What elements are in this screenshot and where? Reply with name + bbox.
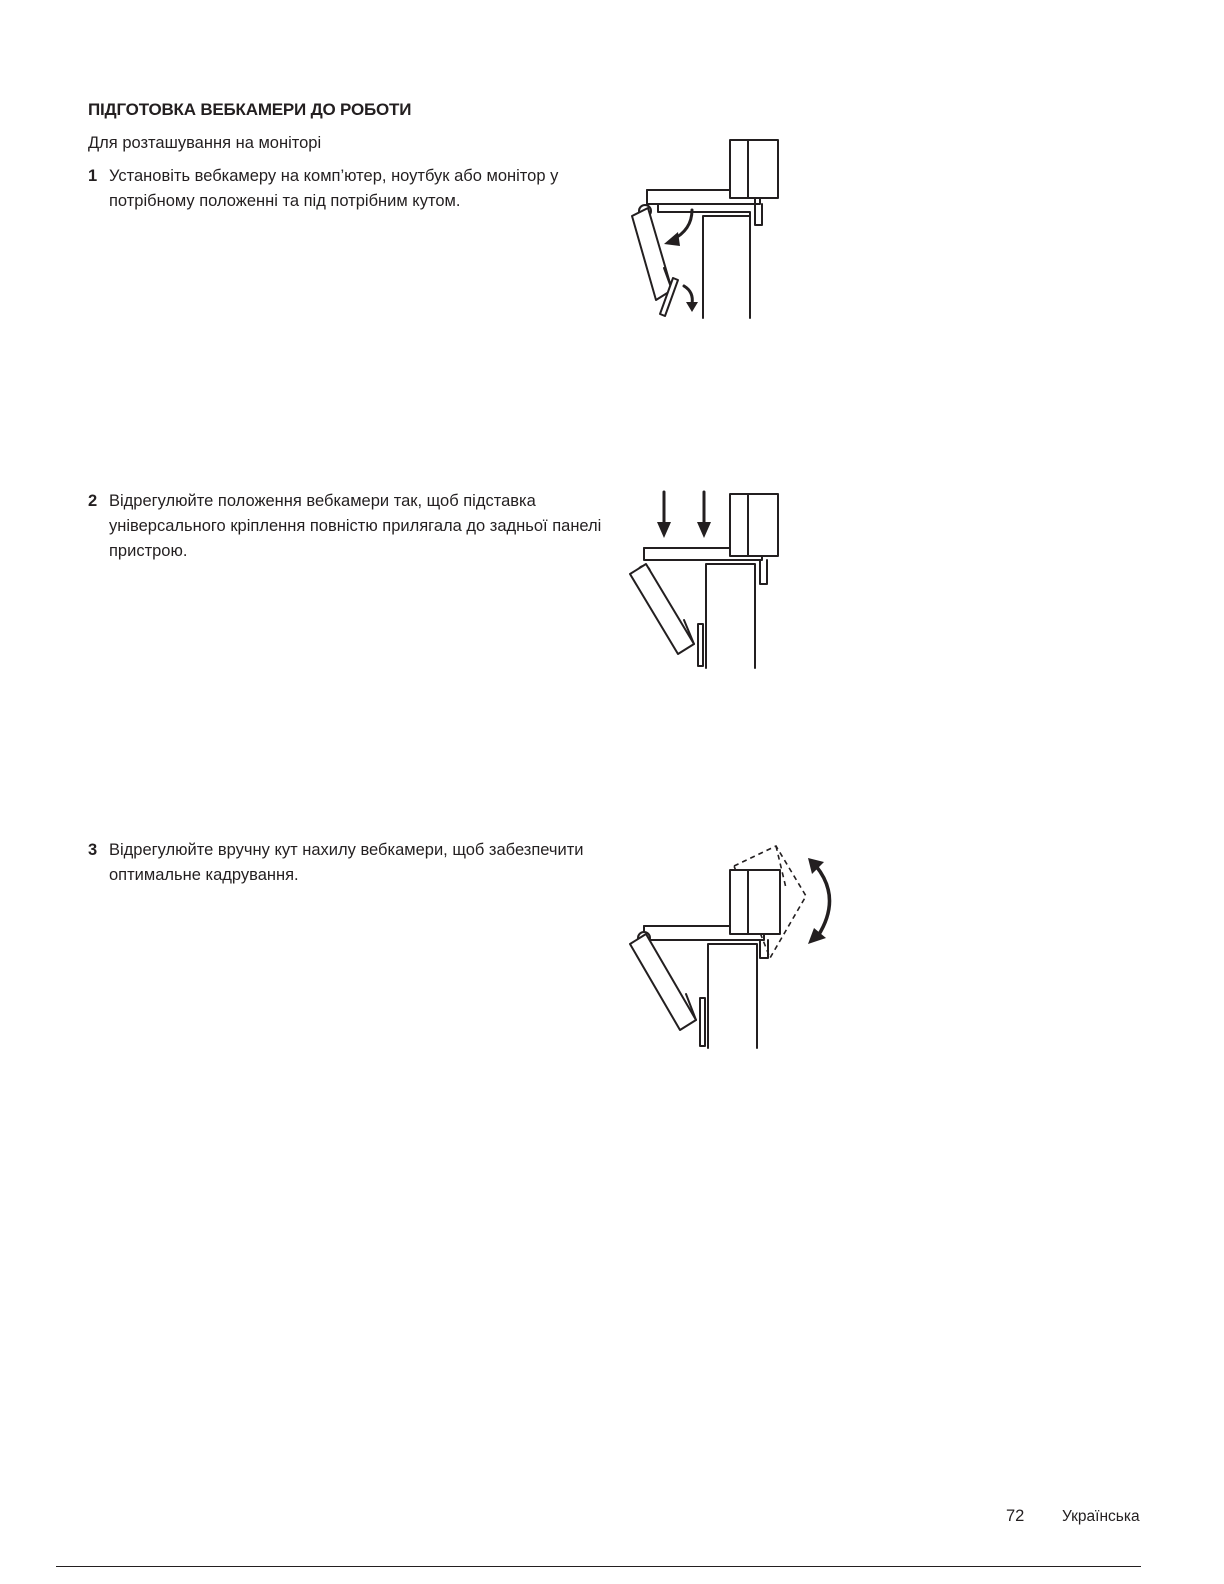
- page-number: 72: [1006, 1507, 1025, 1525]
- webcam-press-down-illustration: [600, 484, 820, 674]
- step-number: 2: [88, 492, 98, 510]
- webcam-unfold-illustration: [600, 128, 820, 328]
- step-text: Відрегулюйте положення вебкамери так, щоб підставка універсального кріплення повністю прилягала до задньої панелі пристрою.: [109, 492, 602, 560]
- step-text: Відрегулюйте вручну кут нахилу вебкамери, щоб забезпечити оптимальне кадрування.: [109, 841, 584, 884]
- step-2: [88, 489, 608, 564]
- step-number: 3: [88, 841, 98, 859]
- section-subtitle: Для розташування на моніторі: [88, 134, 322, 152]
- step-1: [88, 164, 608, 214]
- section-title: ПІДГОТОВКА ВЕБКАМЕРИ ДО РОБОТИ: [88, 100, 412, 119]
- footer-language: Українська: [1062, 1508, 1140, 1525]
- footer-divider: [56, 1566, 1141, 1567]
- step-text: Установіть вебкамеру на комп’ютер, ноутбук або монітор у потрібному положенні та під потрібним кутом.: [109, 167, 559, 210]
- step-3: [88, 838, 608, 888]
- webcam-tilt-illustration: [600, 840, 850, 1055]
- step-number: 1: [88, 167, 98, 185]
